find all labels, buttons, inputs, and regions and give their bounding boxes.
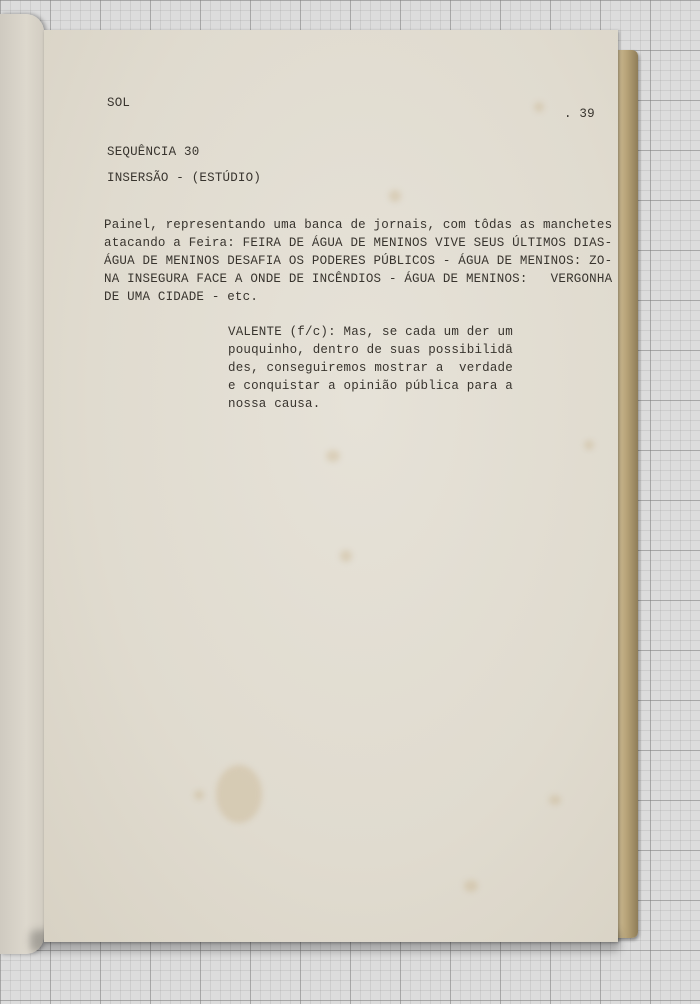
stain [326,450,340,462]
stain [549,795,561,805]
description-line: atacando a Feira: FEIRA DE ÁGUA DE MENINOS VIVE SEUS ÚLTIMOS DIAS- [104,236,613,250]
dialogue-line: VALENTE (f/c): Mas, se cada um der um [228,325,513,339]
sequence-heading: SEQUÊNCIA 30 [107,145,200,159]
description-line: NA INSEGURA FACE A ONDE DE INCÊNDIOS - ÁGUA DE MENINOS: VERGONHA [104,272,613,286]
page-number: . 39 [564,107,595,121]
dialogue-line: e conquistar a opinião pública para a [228,379,513,393]
stain [534,102,544,112]
typed-page [44,30,618,942]
dialogue-line: des, conseguiremos mostrar a verdade [228,361,513,375]
insert-heading: INSERSÃO - (ESTÚDIO) [107,171,262,185]
stain [340,550,352,562]
stain [464,880,478,892]
dialogue-line: pouquinho, dentro de suas possibilidā [228,343,513,357]
header-title: SOL [107,96,131,110]
stain [584,440,594,450]
stain [194,790,204,800]
stain [389,190,401,202]
description-line: Painel, representando uma banca de jornais, com tôdas as manchetes [104,218,613,232]
description-line: ÁGUA DE MENINOS DESAFIA OS PODERES PÚBLICOS - ÁGUA DE MENINOS: ZO- [104,254,613,268]
dialogue-line: nossa causa. [228,397,321,411]
description-line: DE UMA CIDADE - etc. [104,290,259,304]
previous-page-edge [0,14,44,954]
stain [216,765,262,823]
